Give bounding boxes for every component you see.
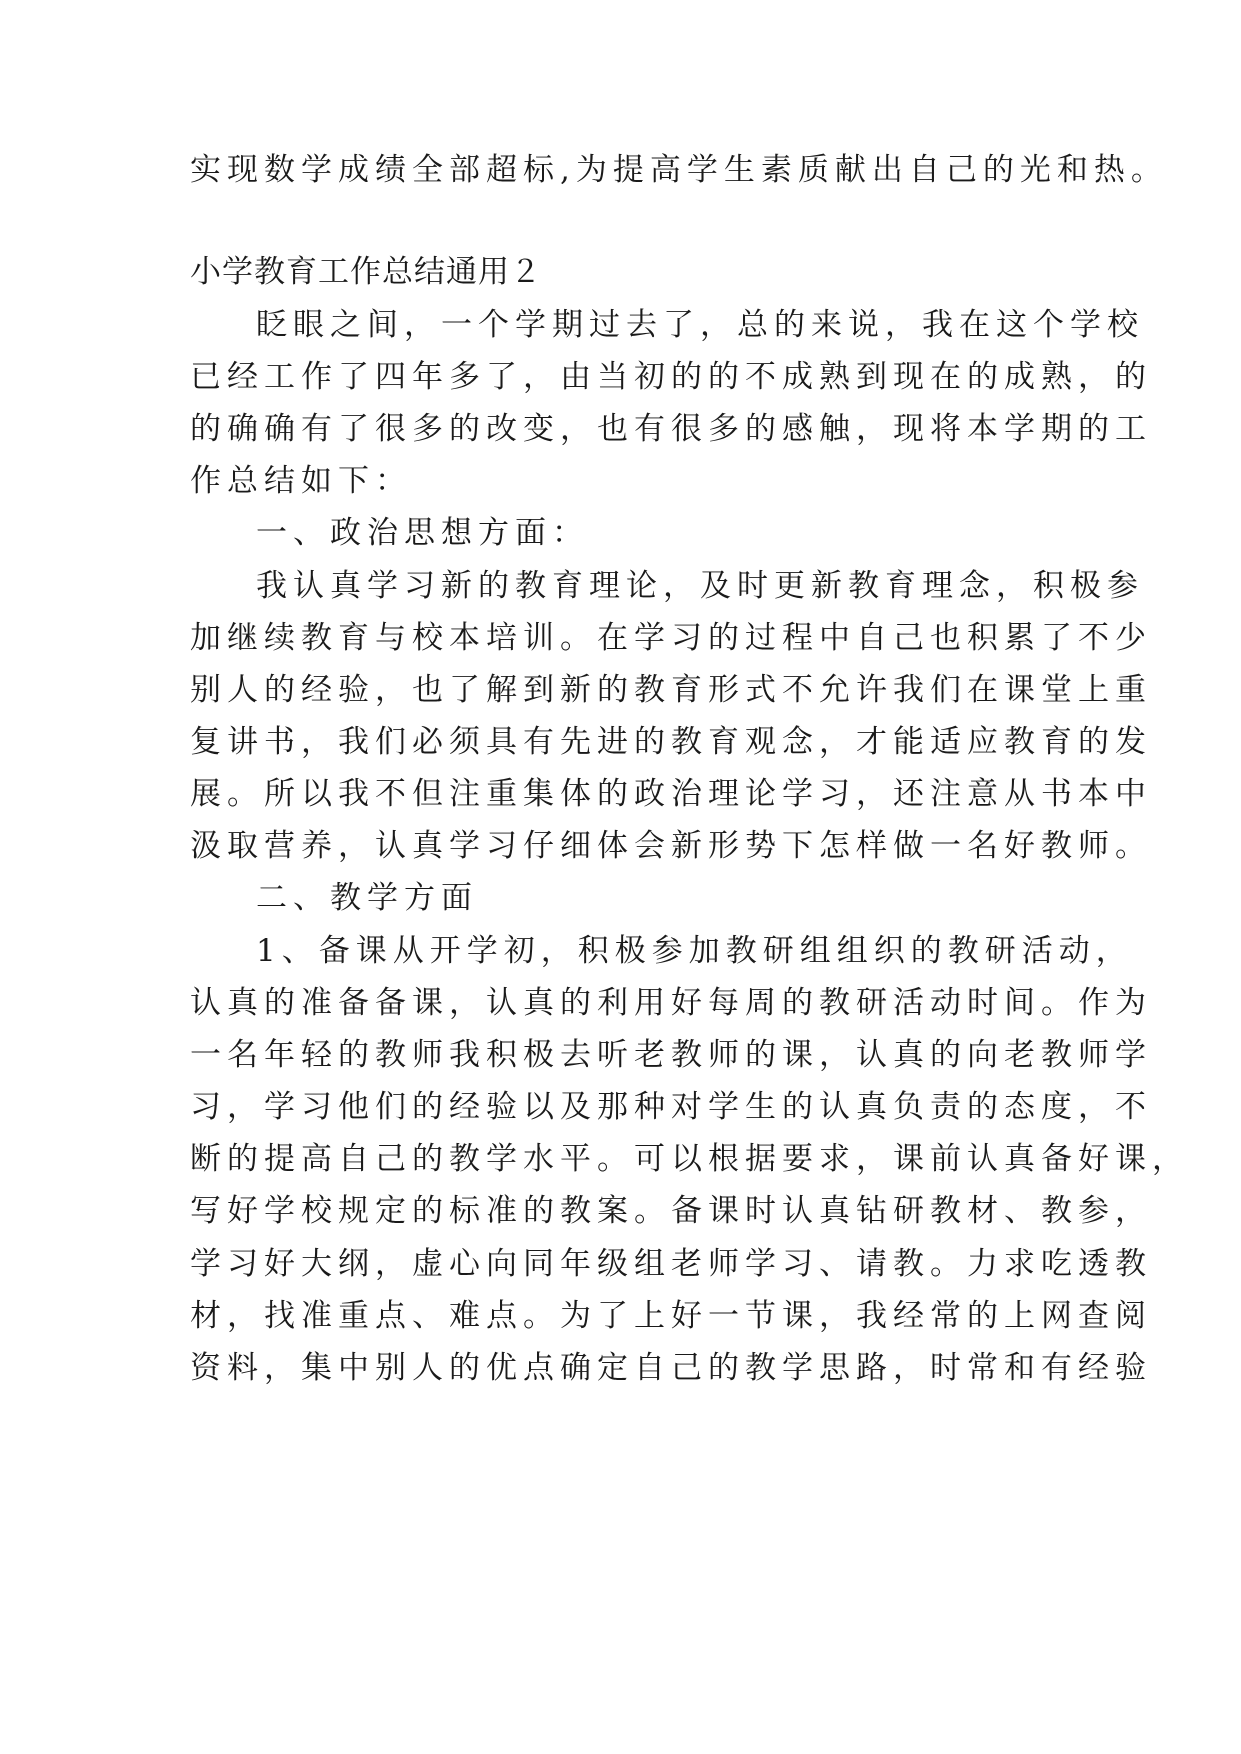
paragraph-line: 已经工作了四年多了，由当初的的不成熟到现在的成熟，的 bbox=[190, 359, 1152, 395]
subheading: 二、教学方面 bbox=[256, 880, 478, 916]
paragraph-line: 复讲书，我们必须具有先进的教育观念，才能适应教育的发 bbox=[190, 724, 1152, 760]
paragraph-line: 材，找准重点、难点。为了上好一节课，我经常的上网查阅 bbox=[190, 1298, 1152, 1334]
carryover-line: 实现数学成绩全部超标,为提高学生素质献出自己的光和热。 bbox=[190, 152, 1168, 188]
paragraph-line: 1、备课从开学初，积极参加教研组组织的教研活动， bbox=[256, 933, 1133, 969]
paragraph-line: 一名年轻的教师我积极去听老教师的课，认真的向老教师学 bbox=[190, 1037, 1152, 1073]
paragraph-line: 认真的准备备课，认真的利用好每周的教研活动时间。作为 bbox=[190, 985, 1152, 1021]
paragraph-line: 习，学习他们的经验以及那种对学生的认真负责的态度，不 bbox=[190, 1089, 1152, 1125]
paragraph-line: 加继续教育与校本培训。在学习的过程中自己也积累了不少 bbox=[190, 620, 1152, 656]
paragraph-line: 资料，集中别人的优点确定自己的教学思路，时常和有经验 bbox=[190, 1350, 1152, 1386]
paragraph-line: 别人的经验，也了解到新的教育形式不允许我们在课堂上重 bbox=[190, 672, 1152, 708]
paragraph-line: 作总结如下： bbox=[190, 463, 412, 499]
paragraph-line: 我认真学习新的教育理论，及时更新教育理念，积极参 bbox=[256, 568, 1144, 604]
paragraph-line: 写好学校规定的标准的教案。备课时认真钻研教材、教参， bbox=[190, 1193, 1152, 1229]
paragraph-line: 断的提高自己的教学水平。可以根据要求，课前认真备好课， bbox=[190, 1141, 1189, 1177]
section-title: 小学教育工作总结通用２ bbox=[190, 254, 542, 290]
subheading: 一、政治思想方面： bbox=[256, 515, 589, 551]
paragraph-line: 的确确有了很多的改变，也有很多的感触，现将本学期的工 bbox=[190, 411, 1152, 447]
paragraph-line: 展。所以我不但注重集体的政治理论学习，还注意从书本中 bbox=[190, 776, 1152, 812]
paragraph-line: 眨眼之间，一个学期过去了，总的来说，我在这个学校 bbox=[256, 307, 1144, 343]
paragraph-line: 汲取营养，认真学习仔细体会新形势下怎样做一名好教师。 bbox=[190, 828, 1152, 864]
paragraph-line: 学习好大纲，虚心向同年级组老师学习、请教。力求吃透教 bbox=[190, 1246, 1152, 1282]
